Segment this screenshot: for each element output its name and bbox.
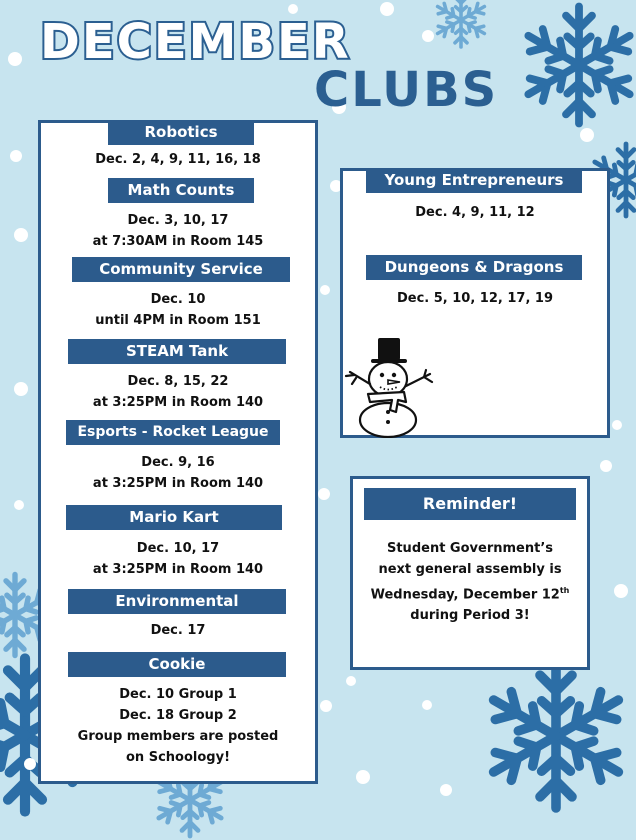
club-details-steam-tank: Dec. 8, 15, 22 at 3:25PM in Room 140 [92, 374, 264, 410]
club-details-mario-kart: Dec. 10, 17 at 3:25PM in Room 140 [92, 541, 264, 577]
snow-dot [320, 700, 332, 712]
club-details-math-counts: Dec. 3, 10, 17 at 7:30AM in Room 145 [92, 213, 264, 249]
club-header-steam-tank: STEAM Tank [68, 339, 286, 364]
snow-dot [14, 382, 28, 396]
snow-dot [346, 676, 356, 686]
snow-dot [8, 52, 22, 66]
club-header-mario-kart: Mario Kart [66, 505, 282, 530]
snow-dot [318, 488, 330, 500]
snowflake-icon [476, 656, 636, 816]
snow-dot [14, 500, 24, 510]
club-header-young-entrepreneurs: Young Entrepreneurs [366, 168, 582, 193]
reminder-text: Student Government’s next general assembly is Wednesday, December 12th during Period 3! [370, 541, 570, 624]
club-details-young-entrepreneurs: Dec. 4, 9, 11, 12 [415, 205, 535, 220]
club-header-community-service: Community Service [72, 257, 290, 282]
snow-dot [422, 30, 434, 42]
snow-dot [14, 228, 28, 242]
club-header-esports: Esports - Rocket League [66, 420, 280, 445]
snowflake-icon [514, 0, 636, 130]
snow-dot [320, 285, 330, 295]
snow-dot [612, 420, 622, 430]
page-title-clubs: CLUBS [314, 62, 499, 118]
snow-dot [24, 758, 36, 770]
club-header-math-counts: Math Counts [108, 178, 254, 203]
page-title-december: DECEMBER [40, 14, 351, 70]
club-details-community-service: Dec. 10 until 4PM in Room 151 [95, 292, 261, 328]
snow-dot [422, 700, 432, 710]
snow-dot [10, 150, 22, 162]
club-details-robotics: Dec. 2, 4, 9, 11, 16, 18 [95, 152, 261, 167]
club-header-robotics: Robotics [108, 120, 254, 145]
snow-dot [600, 460, 612, 472]
club-header-cookie: Cookie [68, 652, 286, 677]
snow-dot [440, 784, 452, 796]
reminder-header: Reminder! [364, 488, 576, 520]
club-details-environmental: Dec. 17 [150, 623, 206, 638]
club-details-esports: Dec. 9, 16 at 3:25PM in Room 140 [92, 455, 264, 491]
snow-dot [580, 128, 594, 142]
snowflake-icon [426, 0, 496, 50]
club-header-environmental: Environmental [68, 589, 286, 614]
snow-dot [356, 770, 370, 784]
club-details-cookie: Dec. 10 Group 1 Dec. 18 Group 2 Group members are posted on Schoology! [77, 687, 279, 765]
snow-dot [380, 2, 394, 16]
club-header-dungeons-dragons: Dungeons & Dragons [366, 255, 582, 280]
snow-dot [614, 584, 628, 598]
snowman-icon [340, 332, 440, 438]
club-details-dungeons-dragons: Dec. 5, 10, 12, 17, 19 [396, 291, 554, 306]
